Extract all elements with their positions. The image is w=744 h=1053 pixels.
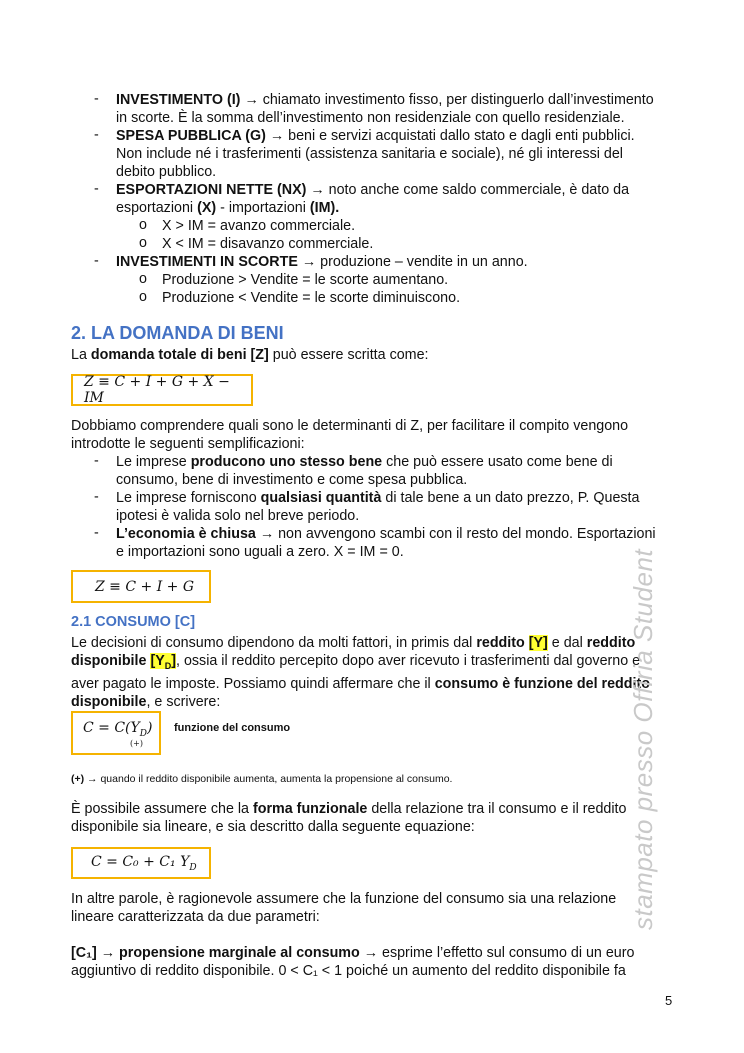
highlight-yd: $[Y_D]$	[150, 653, 177, 671]
subbullet-circle: o	[139, 235, 147, 251]
footnote-plus: (+) → quando il reddito disponibile aumenta, aumenta la propensione al consumo.	[71, 773, 453, 785]
bullet-economia-chiusa: L’economia è chiusa → non avvengono scambi con il resto del mondo. Esportazioni e importazioni sono uguali a zero. X = IM = 0.	[116, 526, 656, 560]
intro-text: La domanda totale di beni [Z] può essere scritta come:	[71, 347, 429, 363]
bullet-dash: -	[94, 525, 99, 541]
formula-box-lineare: C = C₀ + C₁ $Y_D$	[71, 847, 211, 879]
arrow-icon: →	[269, 128, 285, 144]
bullet-dash: -	[94, 489, 99, 505]
formula-label: funzione del consumo	[174, 722, 291, 734]
bullet-spesa-pubblica: SPESA PUBBLICA (G) → beni e servizi acquistati dallo stato e dagli enti pubblici. Non include né i trasferimenti (assistenza sanitaria e sociale), né gli interessi del debito pubblico.	[116, 128, 635, 180]
highlight-y: [Y]	[528, 635, 548, 651]
page-number: 5	[665, 993, 673, 1008]
subbullet-scorte-aumentano: Produzione > Vendite = le scorte aumentano.	[162, 272, 449, 288]
bullet-dash: -	[94, 91, 99, 107]
paragraph-c1: [C₁] → propensione marginale al consumo → esprime l’effetto sul consumo di un euro aggiuntivo di reddito disponibile. 0 < C₁ < 1 poiché un aumento del reddito disponibile fa	[71, 945, 635, 979]
arrow-icon: →	[244, 92, 259, 108]
paragraph-forma-funzionale: È possibile assumere che la forma funzionale della relazione tra il consumo e il reddito disponibile sia lineare, e sia descritto dalla seguente equazione:	[71, 801, 627, 835]
paragraph-consumo: Le decisioni di consumo dipendono da molti fattori, in primis dal reddito [Y] e dal reddito disponibile $[Y_D]$, ossia il reddito percepito dopo aver ricevuto i trasferimenti dal governo e aver pagato le imposte. Possiamo quindi affermare che il consumo è funzione del reddito disponibile, e scrivere:	[71, 635, 650, 710]
paragraph-parametri: In altre parole, è ragionevole assumere che la funzione del consumo sia una relazione lineare caratterizzata da due parametri:	[71, 891, 617, 925]
paragraph-determinanti: Dobbiamo comprendere quali sono le determinanti di Z, per facilitare il compito vengono introdotte le seguenti semplificazioni:	[71, 418, 629, 452]
arrow-icon: →	[310, 182, 325, 198]
bullet-dash: -	[94, 181, 99, 197]
formula-box-z-full: Z ≡ C + I + G + X − IM	[71, 374, 253, 406]
bullet-investimento: INVESTIMENTO (I) → chiamato investimento fisso, per distinguerlo dall’investimento in scorte. È la somma dell’investimento non residenziale con quello residenziale.	[116, 92, 654, 126]
arrow-icon: →	[301, 254, 317, 270]
bullet-dash: -	[94, 127, 99, 143]
sign-plus: (+)	[130, 739, 143, 748]
arrow-icon: →	[87, 773, 98, 785]
arrow-icon: →	[259, 526, 275, 542]
bullet-qualsiasi-quantita: Le imprese forniscono qualsiasi quantità di tale bene a un dato prezzo, P. Questa ipotesi è valida solo nel breve periodo.	[116, 490, 640, 524]
subsection-heading: 2.1 CONSUMO [C]	[71, 614, 196, 630]
watermark: stampato presso Offiria Student	[628, 548, 658, 930]
subbullet-circle: o	[139, 289, 147, 305]
subbullet-disavanzo: X < IM = disavanzo commerciale.	[162, 236, 374, 252]
subbullet-circle: o	[139, 271, 147, 287]
subbullet-scorte-diminuiscono: Produzione < Vendite = le scorte diminuiscono.	[162, 290, 461, 306]
bullet-dash: -	[94, 253, 99, 269]
subbullet-avanzo: X > IM = avanzo commerciale.	[162, 218, 356, 234]
bullet-investimenti-scorte: INVESTIMENTI IN SCORTE → produzione – vendite in un anno.	[116, 254, 528, 270]
bullet-dash: -	[94, 453, 99, 469]
formula-box-z-closed: Z ≡ C + I + G	[71, 570, 211, 603]
arrow-icon: →	[100, 945, 116, 961]
subbullet-circle: o	[139, 217, 147, 233]
bullet-stesso-bene: Le imprese producono uno stesso bene che può essere usato come bene di consumo, bene di investimento e come spesa pubblica.	[116, 454, 613, 488]
arrow-icon: →	[363, 945, 379, 961]
bullet-esportazioni-nette: ESPORTAZIONI NETTE (NX) → noto anche come saldo commerciale, è dato da esportazioni (X) - importazioni (IM).	[116, 182, 630, 216]
formula-box-consumo: $C = C(Y_D)$ (+)	[71, 711, 161, 755]
section-heading: 2. LA DOMANDA DI BENI	[71, 323, 284, 343]
